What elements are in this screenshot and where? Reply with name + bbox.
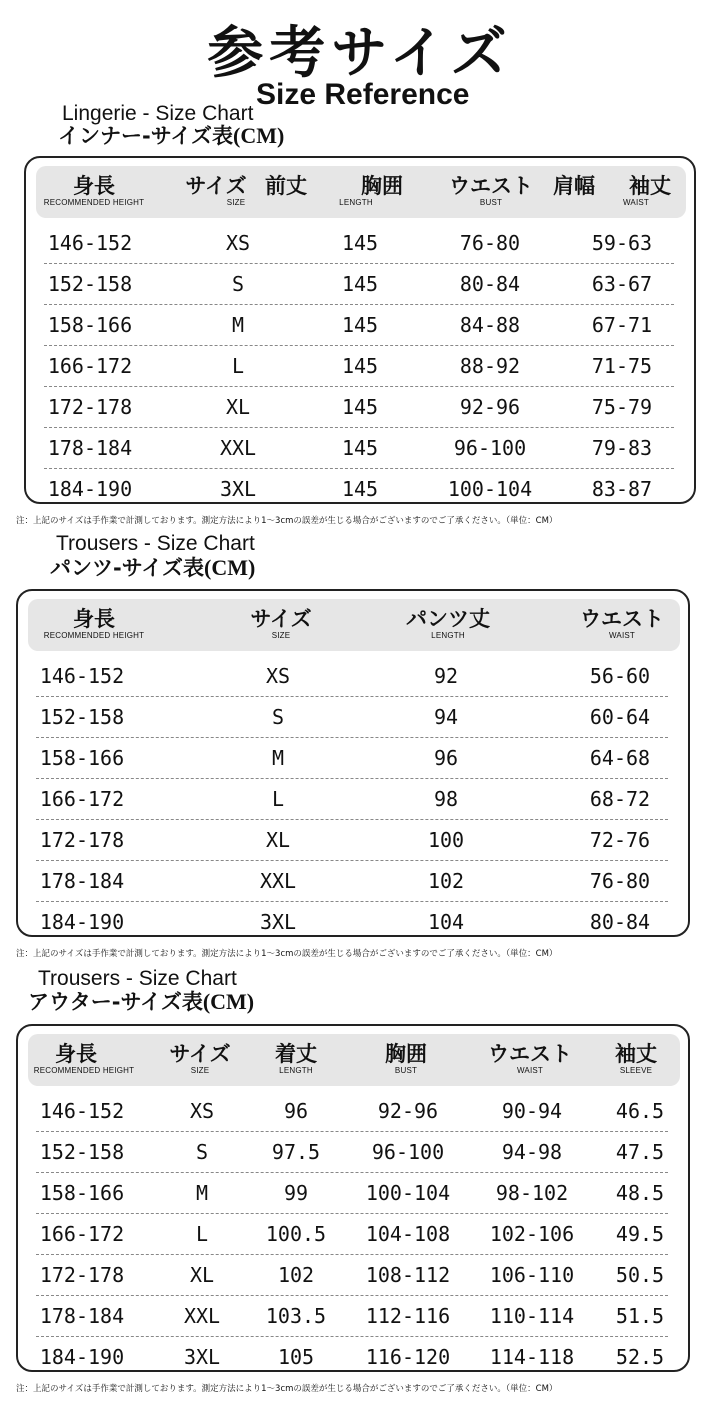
table-cell: 145 bbox=[341, 354, 379, 378]
table-cell: XS bbox=[189, 1099, 215, 1123]
table-row bbox=[36, 655, 668, 697]
table-cell: L bbox=[271, 787, 285, 811]
table-cell: 75-79 bbox=[591, 395, 653, 419]
table-cell: 100-104 bbox=[365, 1181, 451, 1205]
table-cell: 76-80 bbox=[459, 231, 521, 255]
table-cell: 79-83 bbox=[591, 436, 653, 460]
page-title: 参考サイズ bbox=[207, 21, 513, 86]
table-cell: 3XL bbox=[183, 1345, 221, 1369]
table-cell: 158-166 bbox=[47, 313, 133, 337]
header-height: 身長 bbox=[73, 174, 115, 198]
header-bust-en: BUST bbox=[394, 1066, 418, 1075]
table-cell: 103.5 bbox=[265, 1304, 327, 1328]
measurement-note: 注：上記のサイズは手作業で計測しております。測定方法により1～3cmの誤差が生じる場合がございますのでご了承ください。（単位：CM） bbox=[16, 516, 558, 526]
table-cell: 60-64 bbox=[589, 705, 651, 729]
table-cell: 152-158 bbox=[47, 272, 133, 296]
table-row bbox=[44, 263, 674, 305]
table-row bbox=[36, 1213, 668, 1255]
table-cell: XS bbox=[225, 231, 251, 255]
table-cell: S bbox=[271, 705, 285, 729]
table-cell: 46.5 bbox=[615, 1099, 665, 1123]
table-cell: 3XL bbox=[259, 910, 297, 934]
table-cell: 108-112 bbox=[365, 1263, 451, 1287]
table-row bbox=[44, 222, 674, 264]
table-cell: 68-72 bbox=[589, 787, 651, 811]
lingerie-chart-title-jp bbox=[58, 124, 284, 148]
table-cell: 100.5 bbox=[265, 1222, 327, 1246]
table-cell: 80-84 bbox=[459, 272, 521, 296]
table-cell: XXL bbox=[219, 436, 257, 460]
table-cell: 145 bbox=[341, 395, 379, 419]
table-cell: 158-166 bbox=[39, 746, 125, 770]
table-cell: 184-190 bbox=[39, 910, 125, 934]
table-cell: M bbox=[231, 313, 245, 337]
table-cell: 51.5 bbox=[615, 1304, 665, 1328]
table-cell: 76-80 bbox=[589, 869, 651, 893]
table-row bbox=[36, 901, 668, 942]
header-pants-length: パンツ丈 bbox=[406, 607, 490, 631]
table-row bbox=[44, 345, 674, 387]
outer-size-table bbox=[16, 1024, 690, 1372]
table-cell: 63-67 bbox=[591, 272, 653, 296]
table-cell: 152-158 bbox=[39, 1140, 125, 1164]
table-cell: 56-60 bbox=[589, 664, 651, 688]
table-cell: XL bbox=[225, 395, 251, 419]
table-cell: 178-184 bbox=[47, 436, 133, 460]
table-cell: 106-110 bbox=[489, 1263, 575, 1287]
table-cell: 3XL bbox=[219, 477, 257, 501]
header-length-en: LENGTH bbox=[279, 1066, 313, 1075]
table-cell: 145 bbox=[341, 477, 379, 501]
table-cell: 104-108 bbox=[365, 1222, 451, 1246]
table-cell: 98 bbox=[433, 787, 459, 811]
table-row bbox=[36, 696, 668, 738]
header-height: 身長 bbox=[55, 1042, 97, 1066]
header-sleeve-en: SLEEVE bbox=[619, 1066, 653, 1075]
table-row bbox=[36, 1254, 668, 1296]
header-waist-en: WAIST bbox=[516, 1066, 544, 1075]
header-waist: ウエスト bbox=[488, 1042, 572, 1066]
table-cell: 172-178 bbox=[47, 395, 133, 419]
table-cell: 49.5 bbox=[615, 1222, 665, 1246]
table-cell: 64-68 bbox=[589, 746, 651, 770]
table-cell: 145 bbox=[341, 272, 379, 296]
trousers-chart-title-en: Trousers - Size Chart bbox=[56, 532, 255, 555]
table-cell: 96 bbox=[283, 1099, 309, 1123]
header-waist-en: WAIST bbox=[608, 631, 636, 640]
table-cell: XXL bbox=[259, 869, 297, 893]
table-header bbox=[28, 599, 680, 651]
table-cell: 105 bbox=[277, 1345, 315, 1369]
table-cell: 172-178 bbox=[39, 1263, 125, 1287]
header-bust-en: BUST bbox=[479, 198, 503, 207]
table-cell: 94-98 bbox=[501, 1140, 563, 1164]
table-cell: 100-104 bbox=[447, 477, 533, 501]
table-cell: S bbox=[231, 272, 245, 296]
table-cell: 92-96 bbox=[377, 1099, 439, 1123]
table-cell: 92 bbox=[433, 664, 459, 688]
table-cell: 172-178 bbox=[39, 828, 125, 852]
table-cell: 100 bbox=[427, 828, 465, 852]
header-chest: 胸囲 bbox=[361, 174, 403, 198]
table-cell: XL bbox=[265, 828, 291, 852]
header-sleeve: 袖丈 bbox=[615, 1042, 657, 1066]
table-cell: 166-172 bbox=[39, 1222, 125, 1246]
table-cell: 98-102 bbox=[495, 1181, 569, 1205]
header-size: サイズ bbox=[169, 1042, 231, 1066]
unit-label: (CM) bbox=[202, 989, 255, 1014]
header-size: サイズ bbox=[250, 607, 312, 631]
table-cell: 146-152 bbox=[47, 231, 133, 255]
table-cell: 152-158 bbox=[39, 705, 125, 729]
table-cell: 110-114 bbox=[489, 1304, 575, 1328]
trousers-chart-title-jp bbox=[50, 556, 255, 580]
table-cell: 71-75 bbox=[591, 354, 653, 378]
table-cell: 83-87 bbox=[591, 477, 653, 501]
table-row bbox=[44, 427, 674, 469]
header-size: サイズ bbox=[185, 174, 247, 198]
table-cell: 166-172 bbox=[39, 787, 125, 811]
table-cell: 102 bbox=[277, 1263, 315, 1287]
table-cell: 50.5 bbox=[615, 1263, 665, 1287]
table-cell: M bbox=[271, 746, 285, 770]
header-chest: 胸囲 bbox=[385, 1042, 427, 1066]
table-cell: XL bbox=[189, 1263, 215, 1287]
table-cell: 166-172 bbox=[47, 354, 133, 378]
outer-chart-title-jp-text: アウター-サイズ表 bbox=[28, 990, 203, 1014]
table-row bbox=[36, 860, 668, 902]
header-size-en: SIZE bbox=[190, 1066, 210, 1075]
page-subtitle: Size Reference bbox=[256, 78, 470, 111]
table-cell: 99 bbox=[283, 1181, 309, 1205]
header-waist-en: WAIST bbox=[622, 198, 650, 207]
table-cell: L bbox=[195, 1222, 209, 1246]
table-cell: 47.5 bbox=[615, 1140, 665, 1164]
table-cell: 104 bbox=[427, 910, 465, 934]
header-height-en: RECOMMENDED HEIGHT bbox=[43, 198, 145, 207]
header-height: 身長 bbox=[73, 607, 115, 631]
table-header bbox=[28, 1034, 680, 1086]
table-cell: XS bbox=[265, 664, 291, 688]
table-cell: 102 bbox=[427, 869, 465, 893]
table-cell: 146-152 bbox=[39, 664, 125, 688]
header-shoulder: 肩幅 bbox=[553, 174, 595, 198]
table-cell: 92-96 bbox=[459, 395, 521, 419]
table-cell: 96-100 bbox=[453, 436, 527, 460]
trousers-size-table bbox=[16, 589, 690, 937]
table-cell: 145 bbox=[341, 436, 379, 460]
header-height-en: RECOMMENDED HEIGHT bbox=[33, 1066, 135, 1075]
lingerie-chart-title-en: Lingerie - Size Chart bbox=[62, 102, 254, 125]
table-cell: 184-190 bbox=[39, 1345, 125, 1369]
table-cell: XXL bbox=[183, 1304, 221, 1328]
table-cell: 184-190 bbox=[47, 477, 133, 501]
table-cell: 97.5 bbox=[271, 1140, 321, 1164]
unit-label: (CM) bbox=[204, 555, 256, 580]
table-cell: 178-184 bbox=[39, 869, 125, 893]
header-size-en: SIZE bbox=[271, 631, 291, 640]
lingerie-chart-title-jp-text: インナー-サイズ表 bbox=[58, 124, 234, 148]
table-row bbox=[36, 1131, 668, 1173]
table-cell: 52.5 bbox=[615, 1345, 665, 1369]
table-cell: 96-100 bbox=[371, 1140, 445, 1164]
table-row bbox=[44, 386, 674, 428]
table-row bbox=[36, 819, 668, 861]
table-cell: 158-166 bbox=[39, 1181, 125, 1205]
measurement-note: 注：上記のサイズは手作業で計測しております。測定方法により1～3cmの誤差が生じる場合がございますのでご了承ください。（単位：CM） bbox=[16, 1384, 558, 1394]
trousers-chart-title-jp-text: パンツ-サイズ表 bbox=[50, 556, 205, 580]
table-cell: 96 bbox=[433, 746, 459, 770]
table-cell: 67-71 bbox=[591, 313, 653, 337]
header-size-en: SIZE bbox=[226, 198, 246, 207]
table-cell: 88-92 bbox=[459, 354, 521, 378]
table-cell: M bbox=[195, 1181, 209, 1205]
header-length-en: LENGTH bbox=[431, 631, 465, 640]
table-cell: 178-184 bbox=[39, 1304, 125, 1328]
outer-chart-title-en: Trousers - Size Chart bbox=[38, 967, 237, 990]
measurement-note: 注：上記のサイズは手作業で計測しております。測定方法により1～3cmの誤差が生じる場合がございますのでご了承ください。（単位：CM） bbox=[16, 949, 558, 959]
table-cell: 90-94 bbox=[501, 1099, 563, 1123]
table-row bbox=[36, 1090, 668, 1132]
table-header bbox=[36, 166, 686, 218]
table-cell: S bbox=[195, 1140, 209, 1164]
table-cell: 112-116 bbox=[365, 1304, 451, 1328]
header-garment-length: 着丈 bbox=[275, 1042, 317, 1066]
table-row bbox=[36, 1336, 668, 1377]
header-length-en: LENGTH bbox=[339, 198, 373, 207]
table-cell: 102-106 bbox=[489, 1222, 575, 1246]
table-row bbox=[44, 304, 674, 346]
header-height-en: RECOMMENDED HEIGHT bbox=[43, 631, 145, 640]
table-cell: L bbox=[231, 354, 245, 378]
header-sleeve: 袖丈 bbox=[629, 174, 671, 198]
table-cell: 48.5 bbox=[615, 1181, 665, 1205]
outer-chart-title-jp bbox=[28, 990, 254, 1014]
table-row bbox=[44, 468, 674, 509]
table-row bbox=[36, 778, 668, 820]
table-cell: 145 bbox=[341, 313, 379, 337]
table-cell: 84-88 bbox=[459, 313, 521, 337]
table-row bbox=[36, 1172, 668, 1214]
table-cell: 72-76 bbox=[589, 828, 651, 852]
header-front-length: 前丈 bbox=[265, 174, 307, 198]
unit-label: (CM) bbox=[233, 123, 285, 148]
header-waist: ウエスト bbox=[580, 607, 664, 631]
table-cell: 114-118 bbox=[489, 1345, 575, 1369]
table-cell: 59-63 bbox=[591, 231, 653, 255]
table-cell: 94 bbox=[433, 705, 459, 729]
lingerie-size-table bbox=[24, 156, 696, 504]
table-row bbox=[36, 737, 668, 779]
table-cell: 116-120 bbox=[365, 1345, 451, 1369]
table-cell: 146-152 bbox=[39, 1099, 125, 1123]
table-row bbox=[36, 1295, 668, 1337]
table-cell: 80-84 bbox=[589, 910, 651, 934]
header-waist: ウエスト bbox=[449, 174, 533, 198]
table-cell: 145 bbox=[341, 231, 379, 255]
